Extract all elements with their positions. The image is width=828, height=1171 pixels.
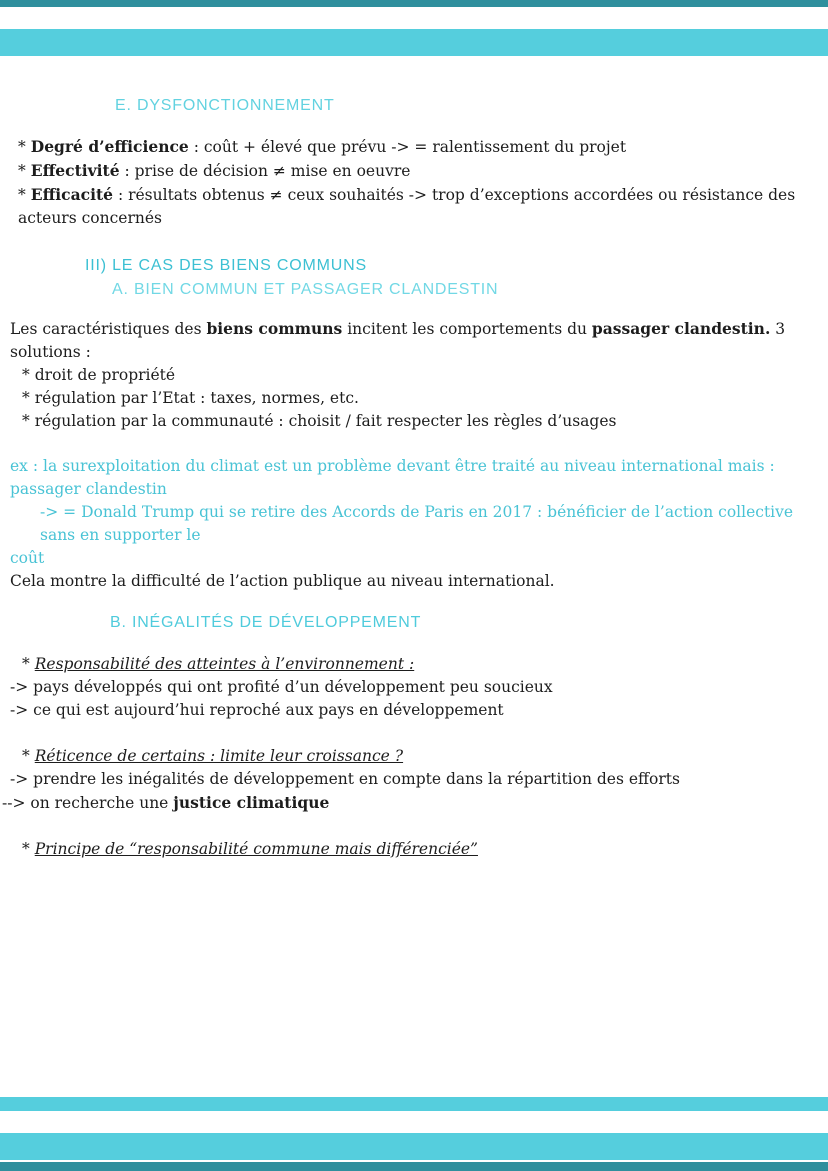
point-title xyxy=(10,745,814,768)
term-efficacite: Efficacité xyxy=(30,185,114,204)
list-item xyxy=(22,364,814,387)
point-detail xyxy=(2,791,814,815)
example-line: -> = Donald Trump qui se retire des Accords de Paris en 2017 : bénéficier de l’action collective sans en supporter le xyxy=(40,503,794,544)
list-item xyxy=(22,410,814,433)
heading-inegalites-developpement: B. INÉGALITÉS DE DÉVELOPPEMENT xyxy=(110,614,422,631)
list-item xyxy=(18,135,814,159)
solutions-list xyxy=(10,364,814,433)
page-content xyxy=(2,96,814,884)
top-accent-bar xyxy=(0,29,828,56)
term-definition: : coût + élevé que prévu -> = ralentissement du projet xyxy=(188,138,627,156)
bullet-marker: * xyxy=(22,840,30,858)
point-title-text: Réticence de certains : limite leur croissance ? xyxy=(34,747,404,765)
bullet-marker: * xyxy=(18,162,26,180)
point-reticence xyxy=(2,745,814,815)
point-principe xyxy=(10,838,814,861)
intro-paragraph xyxy=(10,317,814,364)
intro-text: incitent les comportements du xyxy=(342,320,592,338)
point-detail: -> prendre les inégalités de développement en compte dans la répartition des efforts xyxy=(10,770,680,788)
intro-text: Les caractéristiques des xyxy=(10,320,207,338)
term-justice-climatique: justice climatique xyxy=(173,793,330,812)
point-detail: -> pays développés qui ont profité d’un développement peu soucieux xyxy=(10,678,553,696)
point-title xyxy=(10,838,814,861)
dysfonctionnement-list xyxy=(10,135,814,230)
bullet-marker: * xyxy=(22,366,30,384)
point-detail: -> ce qui est aujourd’hui reproché aux pays en développement xyxy=(10,701,504,719)
point-title-text: Responsabilité des atteintes à l’environnement : xyxy=(34,655,415,673)
term-passager-clandestin: passager clandestin. xyxy=(591,319,771,338)
solution-text: régulation par la communauté : choisit / fait respecter les règles d’usages xyxy=(34,412,617,430)
list-item xyxy=(22,387,814,410)
solution-text: droit de propriété xyxy=(34,366,176,384)
example-line: coût xyxy=(10,549,45,567)
term-definition: : prise de décision ≠ mise en oeuvre xyxy=(119,162,411,180)
term-definition: : résultats obtenus ≠ ceux souhaités -> trop d’exceptions accordées ou résistance des acteurs concernés xyxy=(18,186,796,227)
bullet-marker: * xyxy=(22,389,30,407)
bottom-accent-bar-thin xyxy=(0,1097,828,1111)
point-responsabilite xyxy=(10,653,814,722)
bottom-dark-accent-bar xyxy=(0,1162,828,1171)
bottom-accent-bar xyxy=(0,1133,828,1160)
bullet-marker: * xyxy=(18,138,26,156)
point-title xyxy=(10,653,814,676)
term-degre-efficience: Degré d’efficience xyxy=(30,137,189,156)
top-dark-accent-bar xyxy=(0,0,828,7)
heading-dysfonctionnement: E. DYSFONCTIONNEMENT xyxy=(115,97,335,114)
heading-cas-biens-communs: III) LE CAS DES BIENS COMMUNS xyxy=(85,257,367,274)
list-item xyxy=(18,183,814,230)
conclusion-line: Cela montre la difficulté de l’action publique au niveau international. xyxy=(10,572,555,590)
term-effectivite: Effectivité xyxy=(30,161,120,180)
detail-text: --> on recherche une xyxy=(2,794,174,812)
heading-bien-commun-passager-clandestin: A. BIEN COMMUN ET PASSAGER CLANDESTIN xyxy=(112,281,499,298)
intro-text: 3 solutions : xyxy=(10,320,786,361)
bullet-marker: * xyxy=(22,655,30,673)
solution-text: régulation par l’Etat : taxes, normes, etc. xyxy=(34,389,359,407)
list-item xyxy=(18,159,814,183)
bullet-marker: * xyxy=(18,186,26,204)
example-note xyxy=(10,455,814,570)
term-biens-communs: biens communs xyxy=(206,319,343,338)
bullet-marker: * xyxy=(22,747,30,765)
bullet-marker: * xyxy=(22,412,30,430)
point-title-text: Principe de “responsabilité commune mais différenciée” xyxy=(34,840,478,858)
example-line: ex : la surexploitation du climat est un problème devant être traité au niveau international mais : passager clandestin xyxy=(10,457,775,498)
